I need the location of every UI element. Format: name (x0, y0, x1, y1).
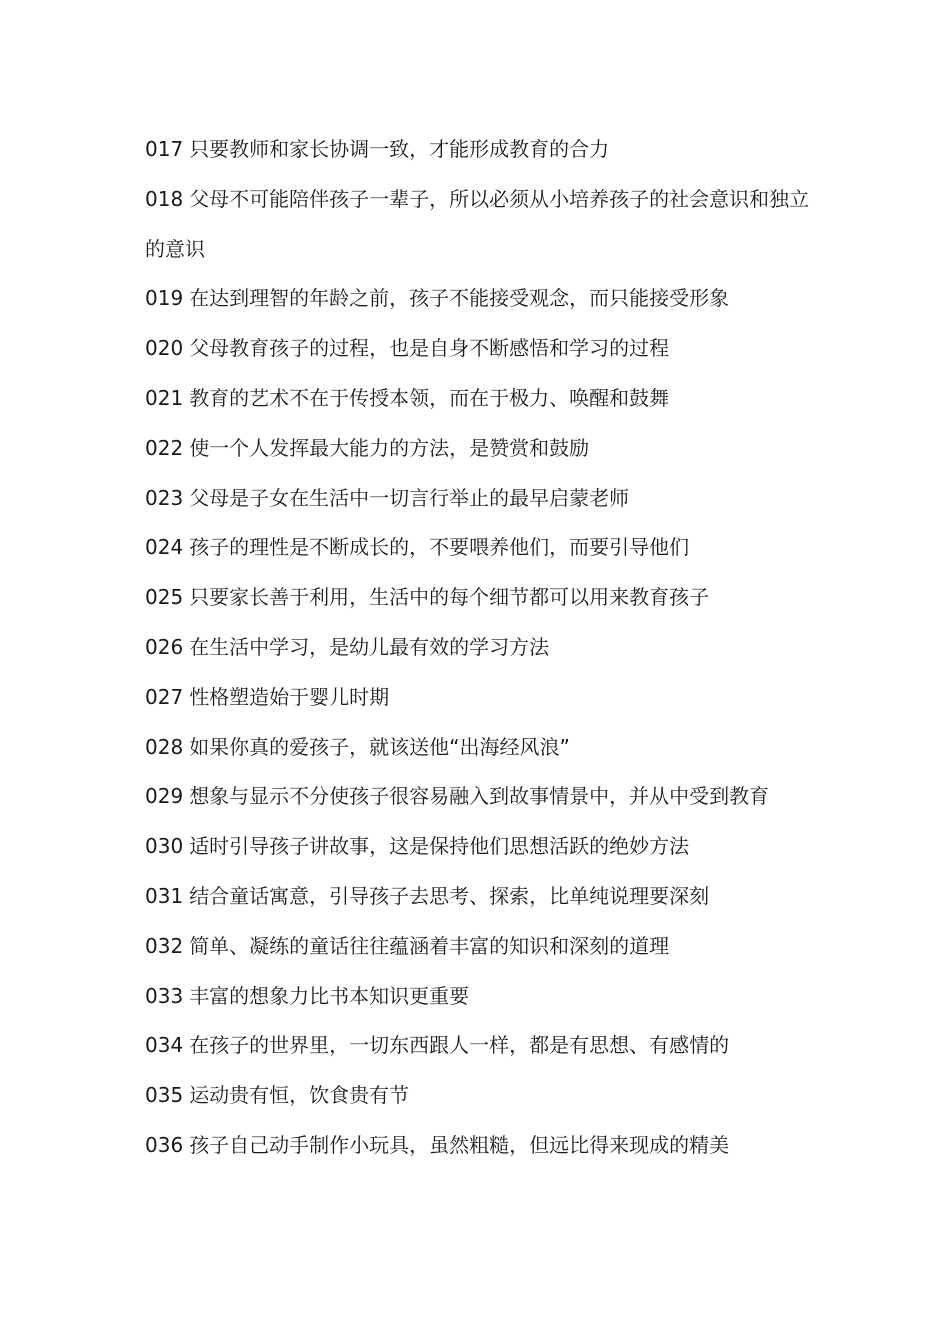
item-text: 在生活中学习，是幼儿最有效的学习方法 (189, 634, 550, 659)
item-number: 021 (145, 385, 184, 410)
item-text: 在达到理智的年龄之前，孩子不能接受观念，而只能接受形象 (189, 286, 730, 311)
item-number: 022 (145, 435, 184, 460)
item-number: 017 (145, 137, 184, 161)
item-text: 如果你真的爱孩子，就该送他“出海经风浪” (189, 734, 570, 759)
item-text: 使一个人发挥最大能力的方法，是赞赏和鼓励 (189, 435, 590, 460)
item-number: 025 (145, 585, 184, 610)
item-number: 030 (145, 834, 184, 859)
list-item (145, 1021, 810, 1071)
item-text: 教育的艺术不在于传授本领，而在于极力、唤醒和鼓舞 (189, 385, 670, 410)
item-number: 032 (145, 933, 184, 958)
item-number: 034 (145, 1033, 184, 1058)
item-number: 024 (145, 535, 184, 560)
list-item (145, 1121, 810, 1171)
list-item (145, 623, 810, 673)
list-item (145, 125, 810, 175)
item-text: 只要教师和家长协调一致，才能形成教育的合力 (189, 137, 610, 161)
list-item (145, 1071, 810, 1121)
list-item (145, 474, 810, 524)
list-item (145, 972, 810, 1022)
list-item (145, 573, 810, 623)
item-number: 018 (145, 186, 184, 211)
item-text: 只要家长善于利用，生活中的每个细节都可以用来教育孩子 (189, 585, 710, 610)
item-text: 丰富的想象力比书本知识更重要 (189, 983, 470, 1008)
item-number: 029 (145, 784, 184, 809)
document-body (145, 125, 810, 1171)
list-item (145, 872, 810, 922)
item-number: 023 (145, 485, 184, 510)
list-item (145, 374, 810, 424)
item-text: 想象与显示不分使孩子很容易融入到故事情景中，并从中受到教育 (189, 784, 770, 809)
item-text: 孩子自己动手制作小玩具，虽然粗糙，但远比得来现成的精美 (189, 1132, 730, 1157)
item-text: 父母教育孩子的过程，也是自身不断感悟和学习的过程 (189, 336, 670, 361)
list-item (145, 822, 810, 872)
item-number: 031 (145, 883, 184, 908)
item-number: 019 (145, 286, 184, 311)
item-text: 性格塑造始于婴儿时期 (189, 684, 390, 709)
item-text: 结合童话寓意，引导孩子去思考、探索，比单纯说理要深刻 (189, 883, 710, 908)
item-number: 036 (145, 1132, 184, 1157)
item-text: 孩子的理性是不断成长的，不要喂养他们，而要引导他们 (189, 535, 690, 560)
item-text: 运动贵有恒，饮食贵有节 (189, 1083, 410, 1108)
item-number: 028 (145, 734, 184, 759)
item-number: 020 (145, 336, 184, 361)
item-text: 简单、凝练的童话往往蕴涵着丰富的知识和深刻的道理 (189, 933, 670, 958)
list-item (145, 723, 810, 773)
item-number: 026 (145, 634, 184, 659)
list-item (145, 424, 810, 474)
list-item (145, 274, 810, 324)
list-item (145, 772, 810, 822)
list-item (145, 922, 810, 972)
item-text: 父母不可能陪伴孩子一辈子，所以必须从小培养孩子的社会意识和独立的意识 (145, 186, 810, 261)
item-number: 033 (145, 983, 184, 1008)
list-item (145, 324, 810, 374)
item-text: 适时引导孩子讲故事，这是保持他们思想活跃的绝妙方法 (189, 834, 690, 859)
item-text: 父母是子女在生活中一切言行举止的最早启蒙老师 (189, 485, 630, 510)
list-item (145, 523, 810, 573)
item-number: 027 (145, 684, 184, 709)
item-number: 035 (145, 1083, 184, 1108)
list-item (145, 673, 810, 723)
item-text: 在孩子的世界里，一切东西跟人一样，都是有思想、有感情的 (189, 1033, 730, 1058)
list-item (145, 175, 810, 275)
